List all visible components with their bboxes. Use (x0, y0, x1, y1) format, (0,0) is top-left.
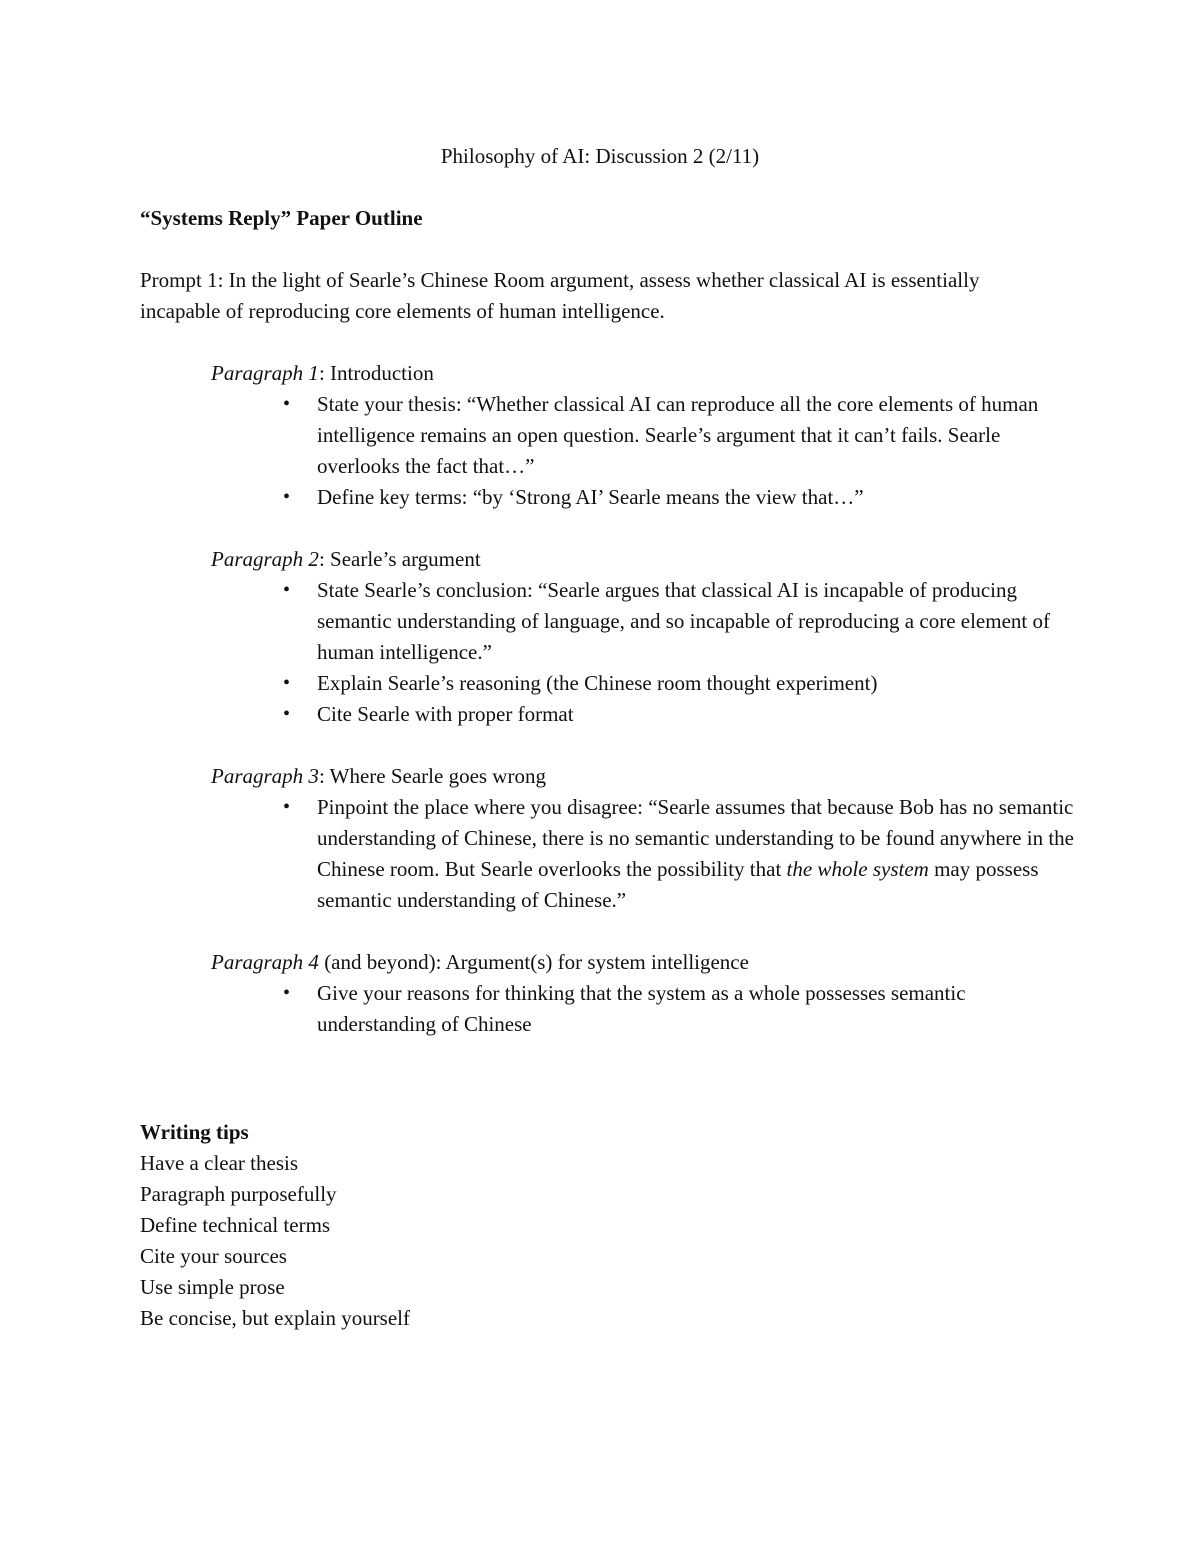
section-label: Paragraph 4 (211, 950, 319, 974)
list-item-text: Give your reasons for thinking that the system as a whole possesses semantic understanding of Chinese (317, 981, 966, 1036)
section-paragraph-4 (211, 947, 1081, 1040)
tip-item: Cite your sources (140, 1244, 287, 1268)
list-item (211, 699, 1077, 730)
section-title: (and beyond): Argument(s) for system intelligence (318, 950, 749, 974)
list-item (211, 978, 1077, 1040)
writing-tips (140, 1117, 410, 1334)
list-item (211, 389, 1077, 482)
list-item-text: Explain Searle’s reasoning (the Chinese room thought experiment) (317, 671, 878, 695)
prompt-text: Prompt 1: In the light of Searle’s Chinese Room argument, assess whether classical AI is essentially incapable of reproducing core elements of human intelligence. (140, 268, 980, 323)
document-title: Philosophy of AI: Discussion 2 (2/11) (440, 144, 760, 168)
bullet-icon: • (283, 486, 291, 508)
section-heading (211, 761, 1081, 792)
list-item-text (317, 795, 1074, 912)
bullet-icon: • (283, 579, 291, 601)
bullet-list (211, 575, 1081, 730)
bullet-text-after: may possess semantic understanding of Chinese.” (317, 857, 1039, 912)
section-paragraph-3 (211, 761, 1081, 916)
outline-heading: “Systems Reply” Paper Outline (140, 206, 423, 230)
list-item (211, 482, 1077, 513)
section-heading (211, 358, 1081, 389)
list-item-text: State Searle’s conclusion: “Searle argues that classical AI is incapable of producing semantic understanding of language, and so incapable of reproducing a core element of human intelligence.” (317, 578, 1050, 664)
list-item (211, 792, 1077, 916)
section-title: : Searle’s argument (318, 547, 481, 571)
list-item (211, 575, 1077, 668)
list-item-text: Define key terms: “by ‘Strong AI’ Searle means the view that…” (317, 485, 864, 509)
tip-item: Define technical terms (140, 1213, 331, 1237)
tip-item: Have a clear thesis (140, 1151, 299, 1175)
bullet-icon: • (283, 796, 291, 818)
emphasis-text: the whole system (786, 857, 929, 881)
bullet-list (211, 389, 1081, 513)
bullet-icon: • (283, 672, 291, 694)
outline-sections (211, 358, 1081, 1071)
bullet-text-before: Pinpoint the place where you disagree: “Searle assumes that because Bob has no semantic understanding of Chinese, there is no semantic understanding to be found anywhere in the Chinese room. But Searle overlooks the possibility that (317, 795, 1074, 881)
list-item (211, 668, 1077, 699)
bullet-list (211, 792, 1081, 916)
tip-item: Be concise, but explain yourself (140, 1306, 411, 1330)
list-item-text: State your thesis: “Whether classical AI can reproduce all the core elements of human intelligence remains an open question. Searle’s argument that it can’t fails. Searle overlooks the fact that…” (317, 392, 1039, 478)
bullet-icon: • (283, 982, 291, 1004)
bullet-icon: • (283, 393, 291, 415)
section-label: Paragraph 2 (211, 547, 319, 571)
writing-tips-heading: Writing tips (140, 1120, 249, 1144)
section-paragraph-2 (211, 544, 1081, 730)
bullet-icon: • (283, 703, 291, 725)
section-title: : Where Searle goes wrong (318, 764, 546, 788)
tip-item: Paragraph purposefully (140, 1182, 337, 1206)
section-label: Paragraph 1 (211, 361, 319, 385)
section-label: Paragraph 3 (211, 764, 319, 788)
list-item-text: Cite Searle with proper format (317, 702, 574, 726)
section-heading (211, 544, 1081, 575)
section-title: : Introduction (318, 361, 434, 385)
tip-item: Use simple prose (140, 1275, 285, 1299)
bullet-list (211, 978, 1081, 1040)
section-paragraph-1 (211, 358, 1081, 513)
section-heading (211, 947, 1081, 978)
